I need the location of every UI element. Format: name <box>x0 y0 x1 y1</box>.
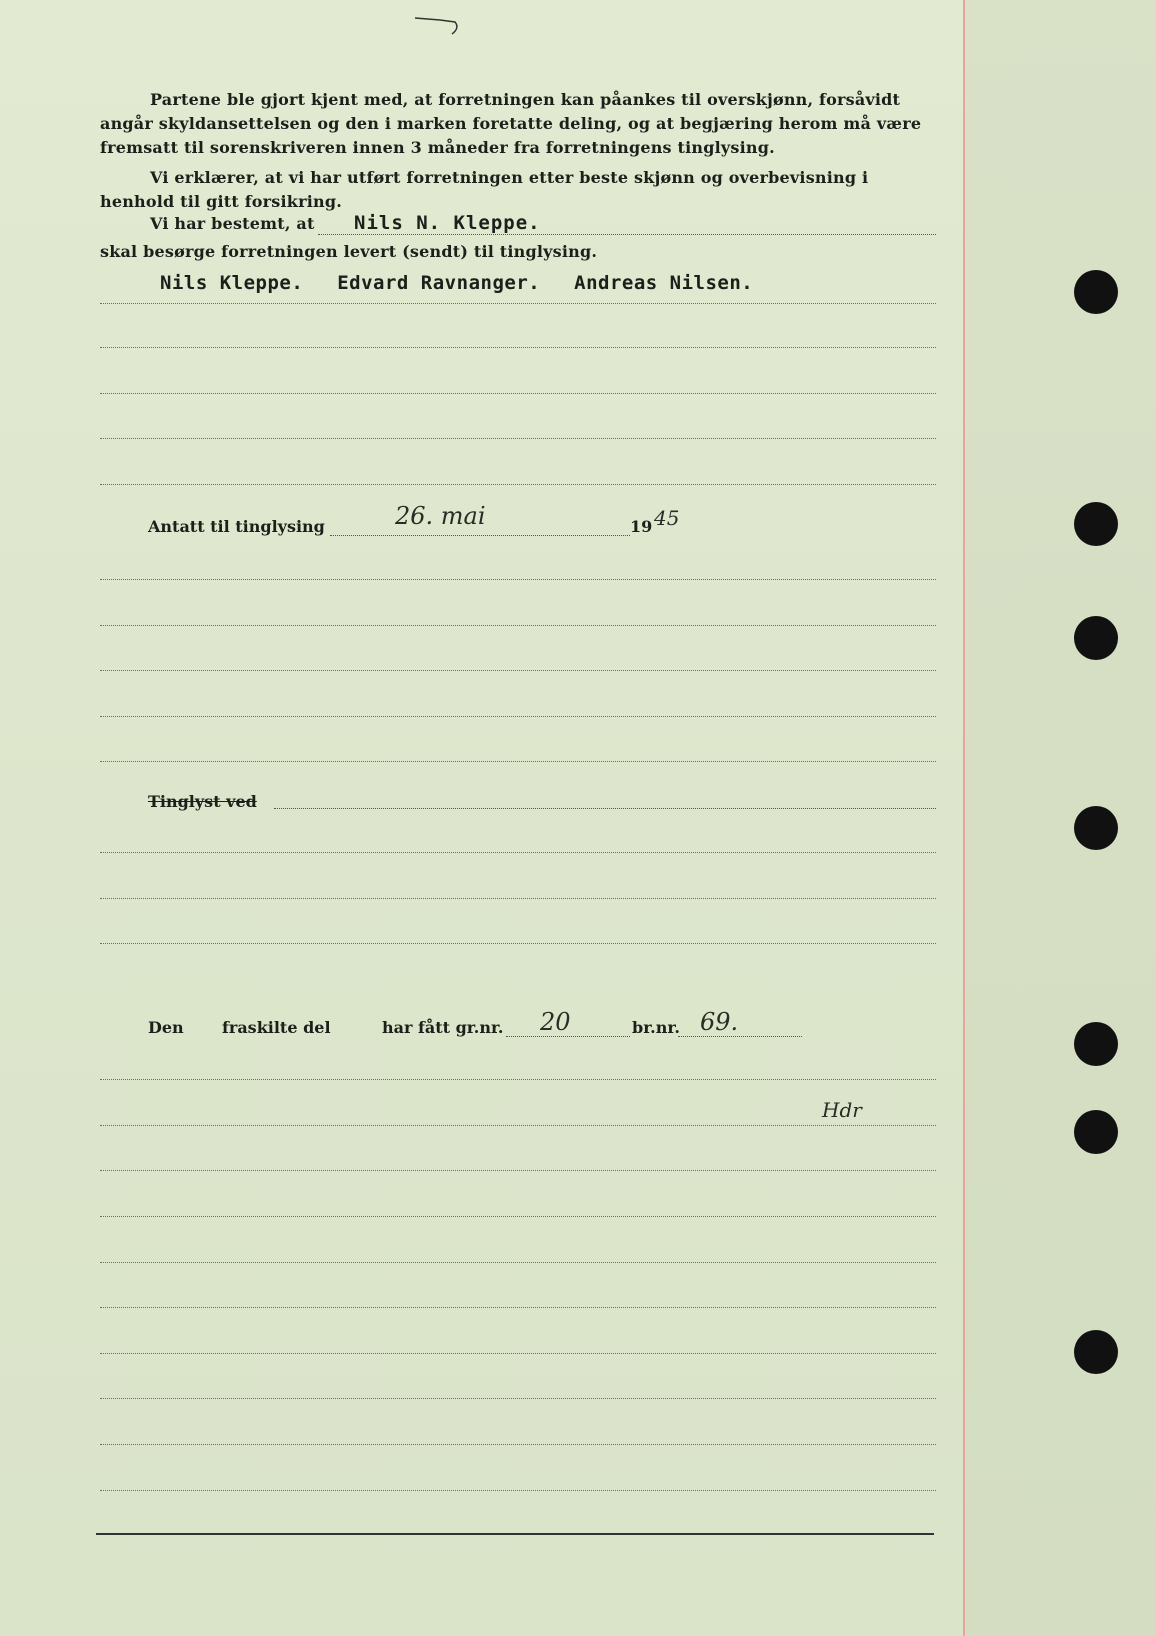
red-margin-line <box>963 0 965 1636</box>
punch-hole <box>1074 1330 1118 1374</box>
ruled-line <box>100 393 936 394</box>
gr-nr-value: 20 <box>540 1008 571 1036</box>
punch-hole <box>1074 1110 1118 1154</box>
ruled-line <box>100 347 936 348</box>
ruled-line <box>100 1353 936 1354</box>
br-nr-value: 69. <box>700 1008 739 1036</box>
ruled-line <box>100 1444 936 1445</box>
br-nr-dotline <box>678 1036 802 1037</box>
punch-hole <box>1074 1022 1118 1066</box>
parcel-label-a: Den <box>148 1018 184 1037</box>
registered-dotline <box>274 808 936 809</box>
ruled-line <box>100 438 936 439</box>
signature-line <box>160 272 775 294</box>
ruled-line <box>100 761 936 762</box>
ruled-line <box>100 670 936 671</box>
received-label: Antatt til tinglysing <box>148 517 325 536</box>
paragraph-declaration: Vi erklærer, at vi har utført forretningen etter beste skjønn og overbevisning i henhold til gitt forsikring. <box>100 168 869 211</box>
designation-suffix: skal besørge forretningen levert (sendt) til tinglysing. <box>100 242 598 261</box>
ruled-line <box>100 1079 936 1080</box>
initials: Hdr <box>822 1098 862 1122</box>
punch-hole <box>1074 502 1118 546</box>
ruled-line <box>100 484 936 485</box>
ruled-line <box>100 1216 936 1217</box>
signature-3: Andreas Nilsen. <box>574 272 754 294</box>
ruled-line <box>100 1262 936 1263</box>
designation-dotline <box>318 234 936 235</box>
signature-2: Edvard Ravnanger. <box>337 272 541 294</box>
punch-hole <box>1074 806 1118 850</box>
parcel-label-c: har fått gr.nr. <box>382 1018 504 1037</box>
ruled-line <box>100 852 936 853</box>
ruled-line <box>100 1398 936 1399</box>
received-year-prefix: 19 <box>630 517 653 536</box>
ruled-line <box>100 898 936 899</box>
punch-hole <box>1074 616 1118 660</box>
designation-line: Vi har bestemt, at <box>150 214 315 233</box>
received-date: 26. mai <box>395 502 486 530</box>
received-date-dotline <box>330 535 630 536</box>
ruled-line <box>100 1170 936 1171</box>
punch-hole <box>1074 270 1118 314</box>
gr-nr-dotline <box>506 1036 630 1037</box>
signature-1: Nils Kleppe. <box>160 272 304 294</box>
registered-label: Tinglyst ved <box>148 792 257 811</box>
paragraph-appeal-notice: Partene ble gjort kjent med, at forretningen kan påankes til overskjønn, forsåvidt angår skyldansettelsen og den i marken foretatte deling, og at begjæring herom må være fremsatt til sorenskriveren innen 3 måneder fra forretningens tinglysing. <box>100 90 922 157</box>
parcel-label-b: fraskilte del <box>222 1018 331 1037</box>
ruled-line <box>100 943 936 944</box>
ruled-line <box>100 1490 936 1491</box>
designated-person: Nils N. Kleppe. <box>354 212 541 234</box>
br-nr-label: br.nr. <box>632 1018 680 1037</box>
bottom-rule <box>96 1533 934 1535</box>
ruled-line <box>100 1307 936 1308</box>
ruled-line <box>100 625 936 626</box>
ruled-line <box>100 1125 936 1126</box>
received-year: 45 <box>654 506 680 530</box>
ruled-line <box>100 303 936 304</box>
page-edge-shade <box>965 0 1156 1636</box>
ruled-line <box>100 716 936 717</box>
ruled-line <box>100 579 936 580</box>
top-pen-mark <box>410 10 490 40</box>
